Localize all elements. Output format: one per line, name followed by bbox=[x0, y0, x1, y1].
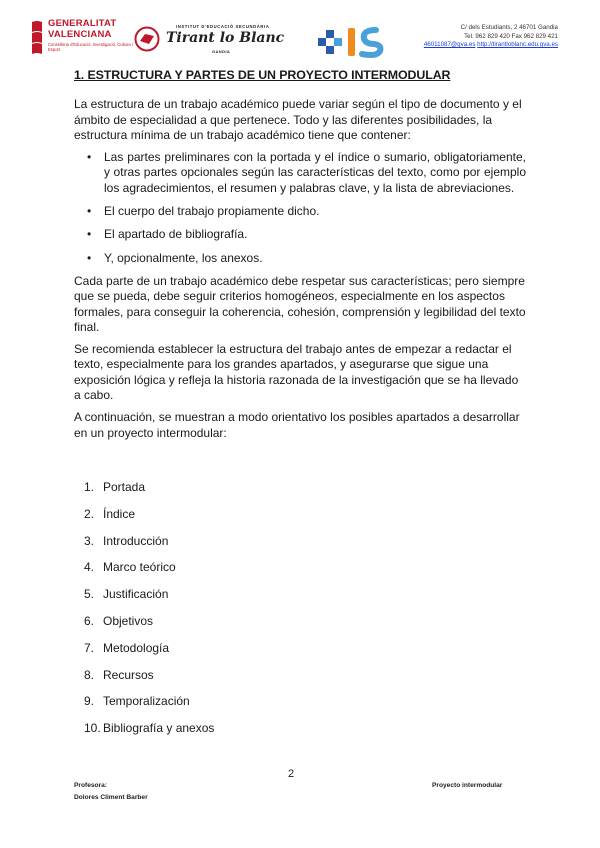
list-item bbox=[84, 507, 384, 534]
paragraph-parts: Cada parte de un trabajo académico debe respetar sus características; pero siempre que se pueda, debe seguir criterios homogéneos, especialmente en los aspectos formales, para conseguir la coherencia, cohesión, comprensión y legibilidad del texto final. bbox=[74, 273, 526, 334]
list-item-label: Índice bbox=[103, 506, 136, 521]
list-item-label: Objetivos bbox=[103, 613, 154, 628]
list-item-number: 2. bbox=[84, 506, 95, 521]
list-item bbox=[84, 587, 384, 614]
bullet-icon: • bbox=[87, 227, 92, 242]
contact-phone: Tel. 962 829 420 Fax 962 829 421 bbox=[464, 32, 558, 40]
professor-label: Profesora: bbox=[74, 782, 107, 789]
gva-logo-line2: VALENCIANA bbox=[48, 29, 112, 40]
list-item bbox=[74, 251, 526, 266]
intro-paragraph: La estructura de un trabajo académico puede variar según el tipo de documento y el ámbito de especialidad a que pertenece. Todo y las diferentes posibilidades, la estructura mínima de un trabajo académico tiene que contener: bbox=[74, 97, 522, 142]
contact-web-link[interactable]: http://tirantloblanc.edu.gva.es bbox=[477, 41, 558, 48]
paragraph-recommendation: Se recomienda establecer la estructura del trabajo antes de empezar a redactar el texto, especialmente para los grandes apartados, y asegurarse que sigue una exposición lógica y refleja la historia razonada de la investigación que se ha llevado a cabo. bbox=[74, 342, 519, 403]
list-item-label: Portada bbox=[103, 480, 146, 494]
section-heading: 1. ESTRUCTURA Y PARTES DE UN PROYECTO INTERMODULAR bbox=[74, 68, 451, 82]
list-item-text: El cuerpo del trabajo propiamente dicho. bbox=[104, 204, 320, 219]
list-item-number: 6. bbox=[84, 613, 95, 628]
school-logo-city: GANDIA bbox=[212, 49, 231, 54]
footer-professor bbox=[74, 780, 148, 804]
list-item-label: Introducción bbox=[103, 533, 169, 548]
sections-numbered-list bbox=[84, 480, 384, 748]
list-item-text: El apartado de bibliografía. bbox=[104, 227, 248, 242]
list-item-label: Justificación bbox=[103, 587, 169, 602]
list-item-number: 7. bbox=[84, 640, 95, 655]
list-item bbox=[84, 614, 384, 641]
contact-address: C/ dels Estudiants, 2 46701 Gandia bbox=[460, 24, 558, 31]
list-item-label: Marco teórico bbox=[103, 560, 176, 575]
document-body bbox=[74, 68, 526, 448]
structure-bullet-list bbox=[74, 150, 526, 266]
list-item bbox=[74, 227, 526, 242]
bullet-icon: • bbox=[87, 150, 92, 165]
list-item-number: 4. bbox=[84, 560, 95, 575]
list-item-text: Y, opcionalmente, los anexos. bbox=[104, 250, 263, 265]
paragraph-sections-intro: A continuación, se muestran a modo orientativo los posibles apartados a desarrollar en un proyecto intermodular: bbox=[74, 410, 520, 440]
list-item bbox=[84, 480, 384, 507]
list-item bbox=[74, 204, 526, 219]
list-item-number: 10. bbox=[84, 721, 101, 736]
gva-logo-tagline: Conselleria d'Educació, Investigació, Cultura i Esport bbox=[48, 42, 133, 52]
list-item-label: Recursos bbox=[103, 667, 154, 682]
list-item-number: 9. bbox=[84, 694, 95, 709]
list-item-number: 1. bbox=[84, 480, 95, 494]
footer-project-name: Proyecto intermodular bbox=[432, 782, 503, 789]
list-item bbox=[84, 694, 384, 721]
bullet-icon: • bbox=[87, 250, 92, 265]
list-item-number: 3. bbox=[84, 533, 95, 548]
list-item-label: Bibliografía y anexos bbox=[103, 721, 215, 736]
fp-logo bbox=[314, 22, 394, 62]
page-number: 2 bbox=[288, 768, 295, 780]
list-item-text: Las partes preliminares con la portada y el índice o sumario, obligatoriamente, y otras partes opcionales según las características del texto, como por ejemplo los agradecimientos, el resumen y palabras clave, y la lista de abreviaciones. bbox=[104, 150, 526, 195]
list-item bbox=[84, 668, 384, 695]
professor-name: Dolores Climent Barber bbox=[74, 794, 148, 801]
list-item-number: 8. bbox=[84, 667, 95, 682]
generalitat-valenciana-logo bbox=[30, 18, 135, 62]
school-contact-info bbox=[420, 24, 558, 50]
contact-email-link[interactable]: 46011087@gva.es bbox=[423, 41, 476, 48]
list-item-label: Temporalización bbox=[103, 694, 190, 709]
tirant-emblem-icon bbox=[134, 26, 160, 52]
tirant-lo-blanc-logo bbox=[134, 22, 294, 62]
list-item-label: Metodología bbox=[103, 640, 170, 655]
fp-logo-icon bbox=[314, 22, 394, 62]
bullet-icon: • bbox=[87, 204, 92, 219]
list-item bbox=[84, 560, 384, 587]
gva-logo-line1: GENERALITAT bbox=[48, 18, 117, 29]
list-item bbox=[84, 534, 384, 561]
list-item bbox=[74, 150, 526, 196]
gva-emblem-icon bbox=[30, 20, 44, 56]
list-item bbox=[84, 721, 384, 748]
page-header bbox=[22, 18, 582, 66]
list-item-number: 5. bbox=[84, 587, 95, 602]
school-logo-small-text: INSTITUT D'EDUCACIÓ SECUNDÀRIA bbox=[176, 24, 270, 29]
school-logo-name: Tirant lo Blanc bbox=[166, 30, 285, 46]
list-item bbox=[84, 641, 384, 668]
